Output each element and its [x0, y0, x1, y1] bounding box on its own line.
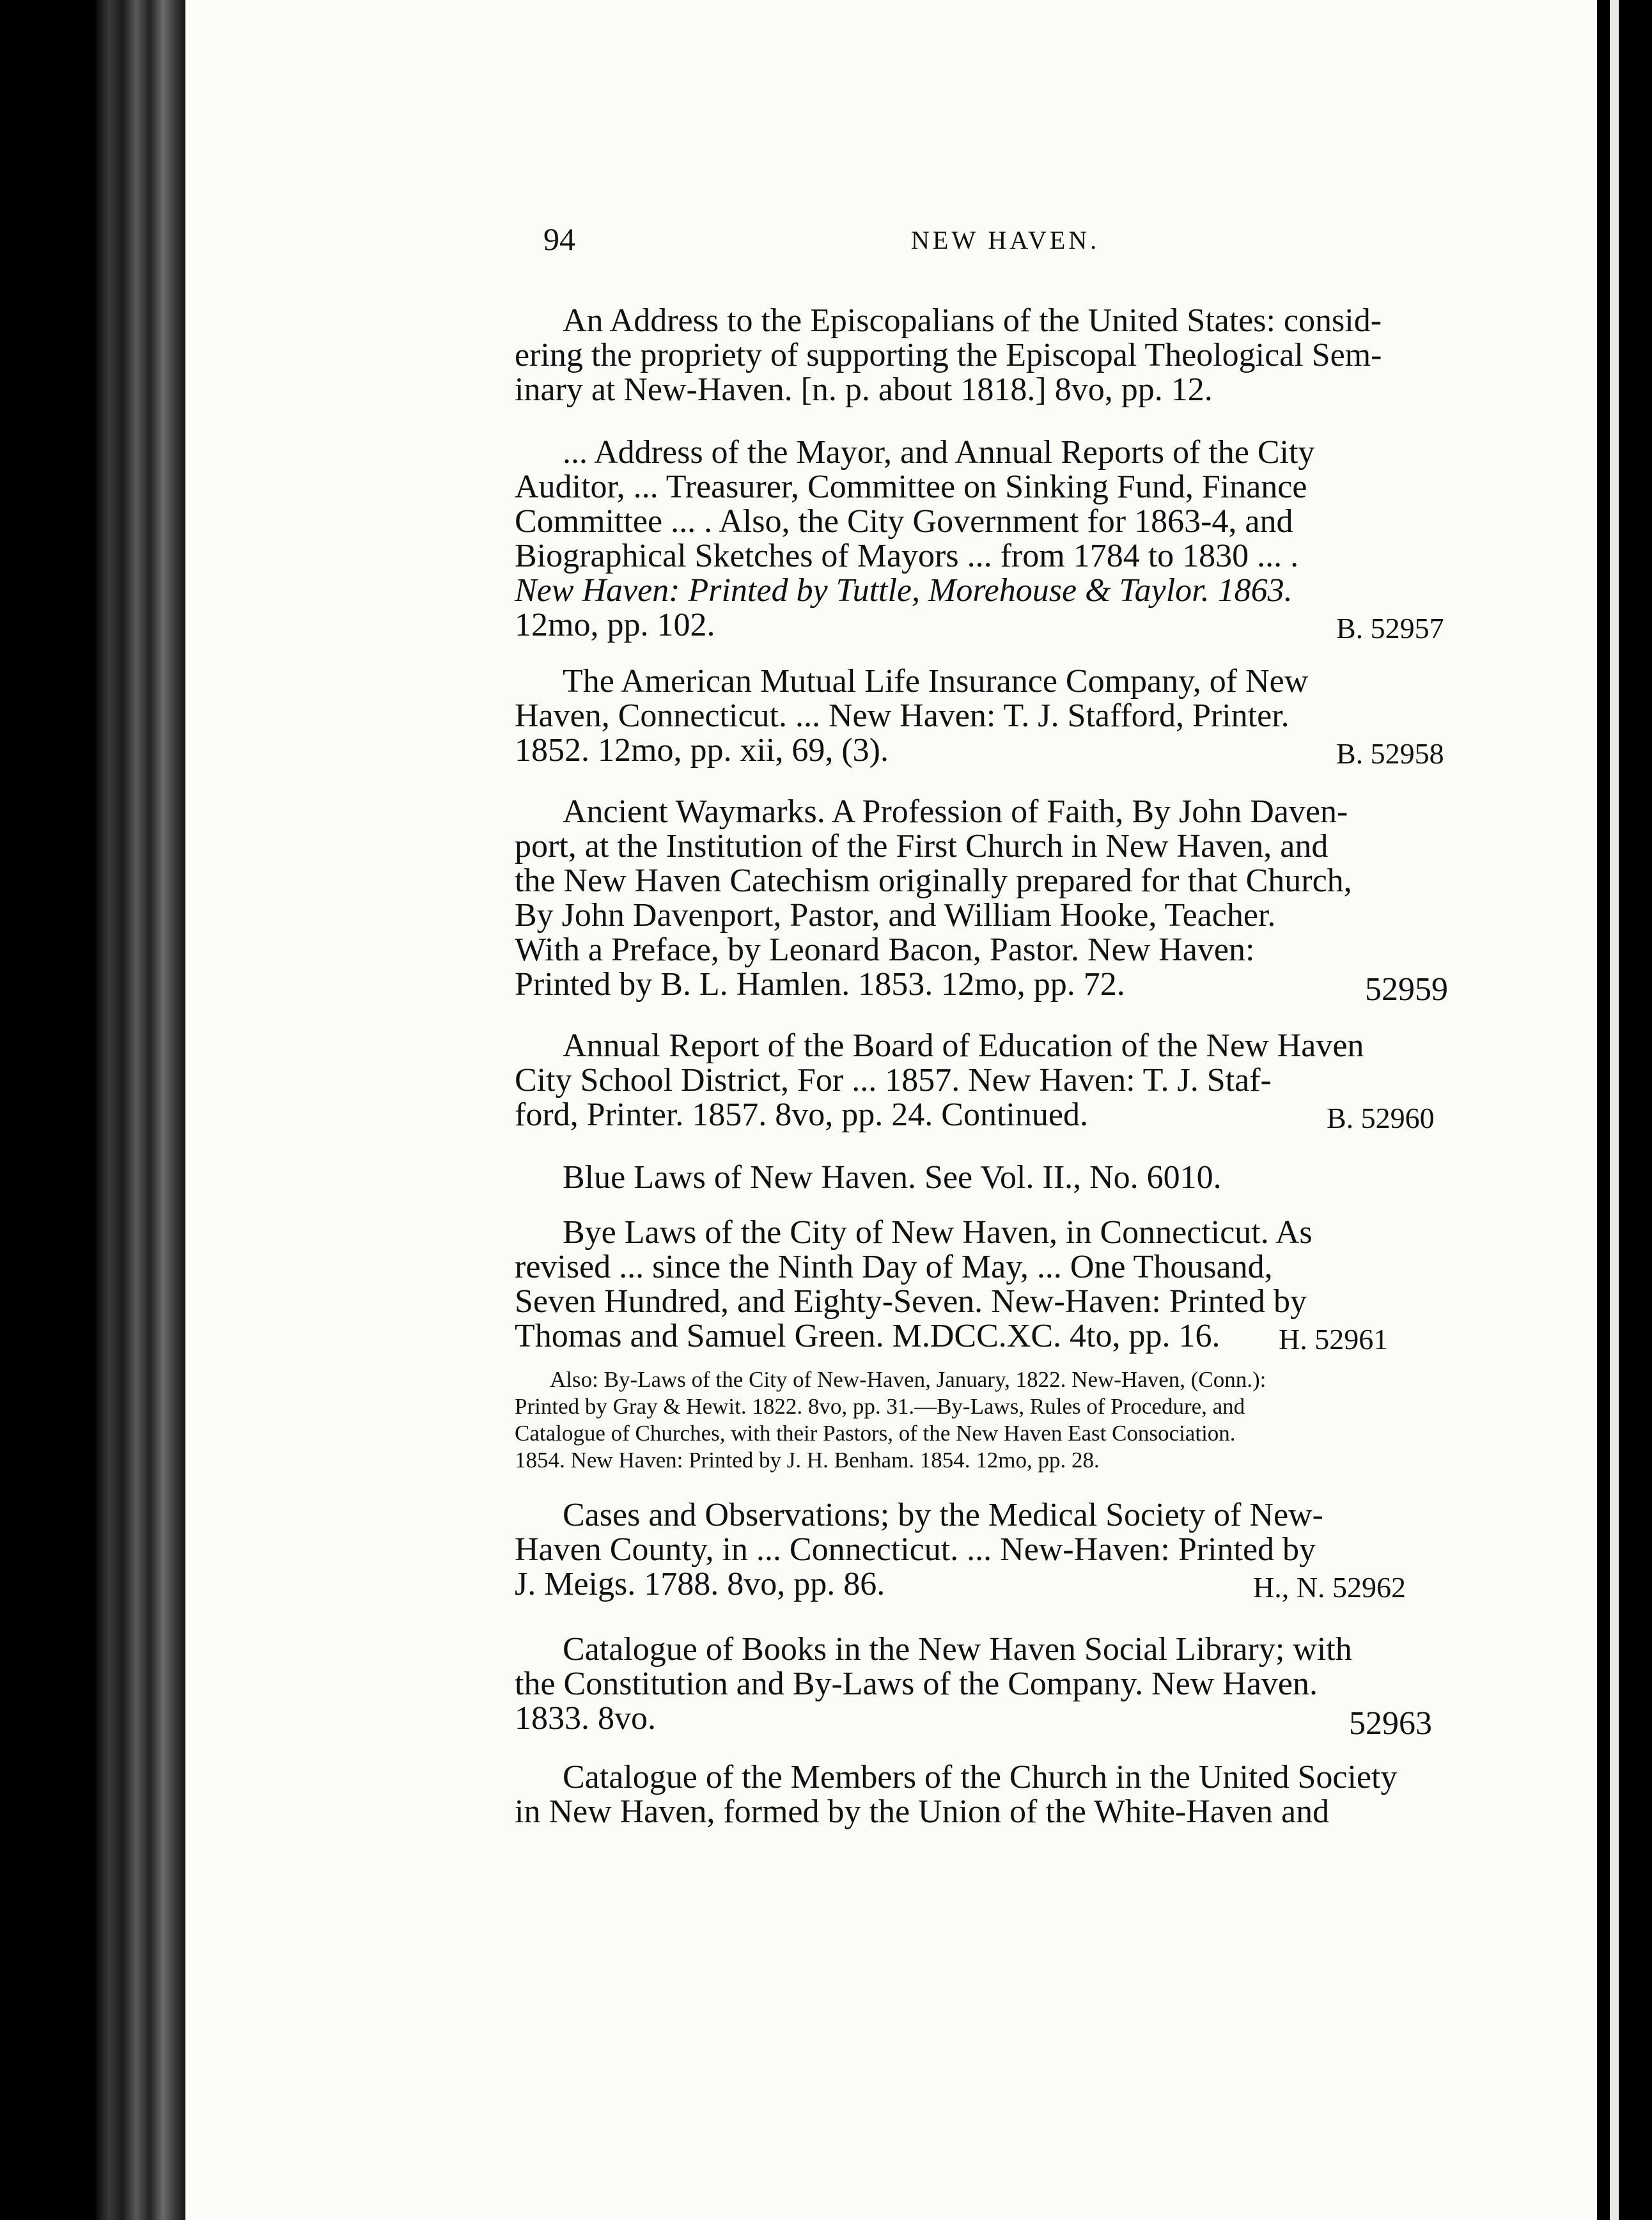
entry-line: inary at New-Haven. [n. p. about 1818.] 8vo, pp. 12. — [515, 371, 1213, 408]
entry-number: B. 52960 — [1327, 1102, 1435, 1134]
entry-line: Haven, Connecticut. ... New Haven: T. J. Stafford, Printer. — [515, 698, 1290, 734]
entry-note-line: Also: By-Laws of the City of New-Haven, January, 1822. New-Haven, (Conn.): — [550, 1367, 1266, 1392]
entry-line: revised ... since the Ninth Day of May, ... One Thousand, — [515, 1249, 1273, 1285]
entry-line: Catalogue of Books in the New Haven Social Library; with — [563, 1631, 1352, 1668]
entry-line: Seven Hundred, and Eighty-Seven. New-Haven: Printed by — [515, 1283, 1307, 1320]
running-head: NEW HAVEN. — [911, 226, 1100, 254]
entry-line: Annual Report of the Board of Education of the New Haven — [563, 1028, 1364, 1064]
entry-line: 12mo, pp. 102. — [515, 607, 715, 643]
entry-line: City School District, For ... 1857. New Haven: T. J. Staf- — [515, 1062, 1272, 1098]
entry-note-line: Catalogue of Churches, with their Pastors, of the New Haven East Consociation. — [515, 1421, 1236, 1446]
entry-number: 52963 — [1349, 1705, 1432, 1742]
entry-line: The American Mutual Life Insurance Company, of New — [563, 663, 1309, 700]
entry-line: Biographical Sketches of Mayors ... from 1784 to 1830 ... . — [515, 538, 1299, 574]
entry-line: the Constitution and By-Laws of the Company. New Haven. — [515, 1666, 1318, 1702]
entry-line: port, at the Institution of the First Church in New Haven, and — [515, 828, 1329, 864]
entry-number: 52959 — [1365, 971, 1448, 1008]
entry-line: Cases and Observations; by the Medical Society of New- — [563, 1497, 1323, 1533]
entry-line: ford, Printer. 1857. 8vo, pp. 24. Continued. — [515, 1097, 1088, 1133]
entry-line: An Address to the Episcopalians of the United States: consid- — [563, 302, 1382, 339]
entry-line: Auditor, ... Treasurer, Committee on Sinking Fund, Finance — [515, 469, 1307, 505]
entry-line: By John Davenport, Pastor, and William Hooke, Teacher. — [515, 897, 1276, 934]
entry-line: Committee ... . Also, the City Government for 1863-4, and — [515, 503, 1293, 540]
entry-line: Ancient Waymarks. A Profession of Faith, By John Daven- — [563, 793, 1348, 830]
entry-line: Blue Laws of New Haven. See Vol. II., No. 6010. — [563, 1159, 1222, 1196]
entry-line: With a Preface, by Leonard Bacon, Pastor. New Haven: — [515, 932, 1255, 968]
entry-line: Thomas and Samuel Green. M.DCC.XC. 4to, pp. 16. — [515, 1318, 1220, 1354]
entry-number: H., N. 52962 — [1253, 1571, 1406, 1604]
book-binding-gutter — [96, 0, 185, 2220]
entry-number: B. 52957 — [1336, 612, 1444, 645]
entry-line: the New Haven Catechism originally prepared for that Church, — [515, 863, 1352, 899]
page-number: 94 — [543, 221, 575, 257]
entry-number: H. 52961 — [1279, 1323, 1389, 1356]
entry-line: Printed by B. L. Hamlen. 1853. 12mo, pp. 72. — [515, 966, 1125, 1003]
entry-number: B. 52958 — [1336, 737, 1444, 770]
entry-note-line: Printed by Gray & Hewit. 1822. 8vo, pp. 31.—By-Laws, Rules of Procedure, and — [515, 1394, 1245, 1419]
entry-line: in New Haven, formed by the Union of the White-Haven and — [515, 1794, 1330, 1830]
entry-line: ering the propriety of supporting the Episcopal Theological Sem- — [515, 337, 1382, 373]
entry-line: J. Meigs. 1788. 8vo, pp. 86. — [515, 1566, 885, 1602]
entry-line: ... Address of the Mayor, and Annual Reports of the City — [563, 434, 1315, 471]
facing-page-edge — [1610, 0, 1619, 2220]
entry-line: Haven County, in ... Connecticut. ... New-Haven: Printed by — [515, 1531, 1316, 1568]
scan-right-border — [1597, 0, 1652, 2220]
entry-line: Bye Laws of the City of New Haven, in Connecticut. As — [563, 1214, 1313, 1251]
entry-line: 1833. 8vo. — [515, 1700, 656, 1737]
entry-note-line: 1854. New Haven: Printed by J. H. Benham. 1854. 12mo, pp. 28. — [515, 1448, 1100, 1473]
entry-imprint: New Haven: Printed by Tuttle, Morehouse & Taylor. 1863. — [515, 572, 1293, 609]
entry-line: 1852. 12mo, pp. xii, 69, (3). — [515, 732, 889, 769]
entry-line: Catalogue of the Members of the Church in the United Society — [563, 1759, 1398, 1795]
